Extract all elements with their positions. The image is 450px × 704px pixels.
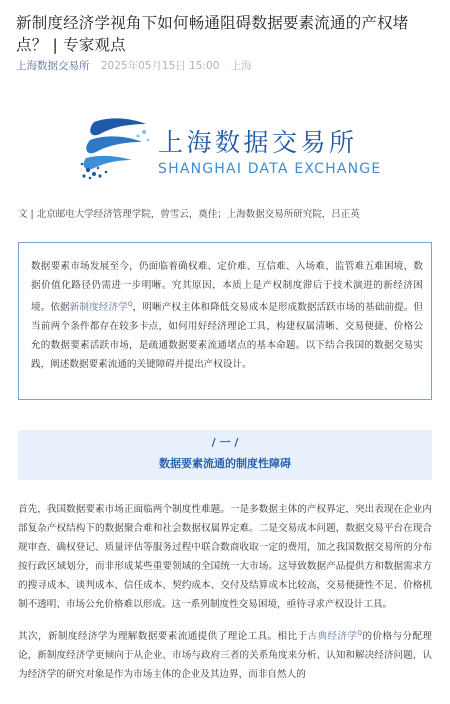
- body-paragraph-2: [18, 624, 432, 684]
- abstract-box: [18, 242, 432, 400]
- search-icon[interactable]: Q: [357, 630, 363, 637]
- publish-location: 上海: [230, 60, 252, 72]
- exchange-logo-icon: [80, 114, 152, 180]
- abstract-text-part1: 数据要素市场发展至今，仍面临着确权难、定价难、互信难、入场难、监管难五难困境，数据价值化路径仍需进一步明晰。究其原因，本质上是产权制度滞后于技术演进的新经济困境。依据: [31, 261, 423, 314]
- logo-chinese-name: 上海数据交易所: [158, 128, 358, 157]
- keyword-link-new-institutional-economics[interactable]: 新制度经济学: [69, 302, 128, 314]
- keyword-link-classical-economics[interactable]: 古典经济学: [307, 631, 358, 643]
- body-paragraph-2-part2: 的价格与分配理论，新制度经济学更倾向于从企业、市场与政府三者的关系角度来分析、认知和解决经济问题，认为经济学的研究对象是作为市场主体的企业及其边界，而非自然人的: [18, 631, 433, 681]
- article-meta: [16, 59, 436, 73]
- section-number: / 一 /: [211, 436, 239, 449]
- body-paragraph-2-part1: 其次，新制度经济学为理解数据要素流通提供了理论工具。相比于: [18, 631, 308, 643]
- author-line: 文 | 北京邮电大学经济管理学院，曾雪云，奠佳；上海数据交易所研究院，吕正英: [18, 209, 360, 220]
- header-image: [0, 88, 450, 200]
- body-paragraph-1: 首先，我国数据要素市场正面临两个制度性难题。一是多数据主体的产权界定，突出表现在企业内部复杂产权结构下的数据聚合难和社会数据权属界定难。二是交易成本问题，数据交易平台在现合规审查、确权登记、质量评估等服务过程中联合数商收取一定的费用，加之我国数据交易所的分布按行政区域划分，而非形成某些重要领域的全国统一大市场。这导致数据产品提供方和数据需求方的搜寻成本、谈判成本、信任成本、契约成本、交付及结算成本比较高，交易便捷性不足、价格机制不透明、市场公允价格难以形成。这一系列制度性交易困境，亟待寻求产权设计工具。: [18, 504, 432, 610]
- source-account-link[interactable]: 上海数据交易所: [16, 60, 90, 72]
- publish-date: 2025年05月15日 15:00: [100, 60, 220, 72]
- abstract-text: [31, 257, 423, 374]
- search-icon[interactable]: Q: [127, 301, 133, 308]
- section-header: [18, 430, 432, 480]
- abstract-text-part2: ，明晰产权主体和降低交易成本是形成数据活跃市场的基础前提。但当前两个条件都存在较多卡点，如何用好经济理论工具，构建权属清晰、交易便捷、价格公允的数据要素活跃市场，是疏通数据要素流通堵点的基本命题。以下结合我国的数据交易实践，阐述数据要素流通的关键障碍并提出产权设计。: [31, 302, 424, 371]
- article-title: 新制度经济学视角下如何畅通阻碍数据要素流通的产权堵点？ | 专家观点: [16, 14, 409, 54]
- section-title: 数据要素流通的制度性障碍: [159, 457, 291, 470]
- logo-english-name: SHANGHAI DATA EXCHANGE: [158, 161, 382, 177]
